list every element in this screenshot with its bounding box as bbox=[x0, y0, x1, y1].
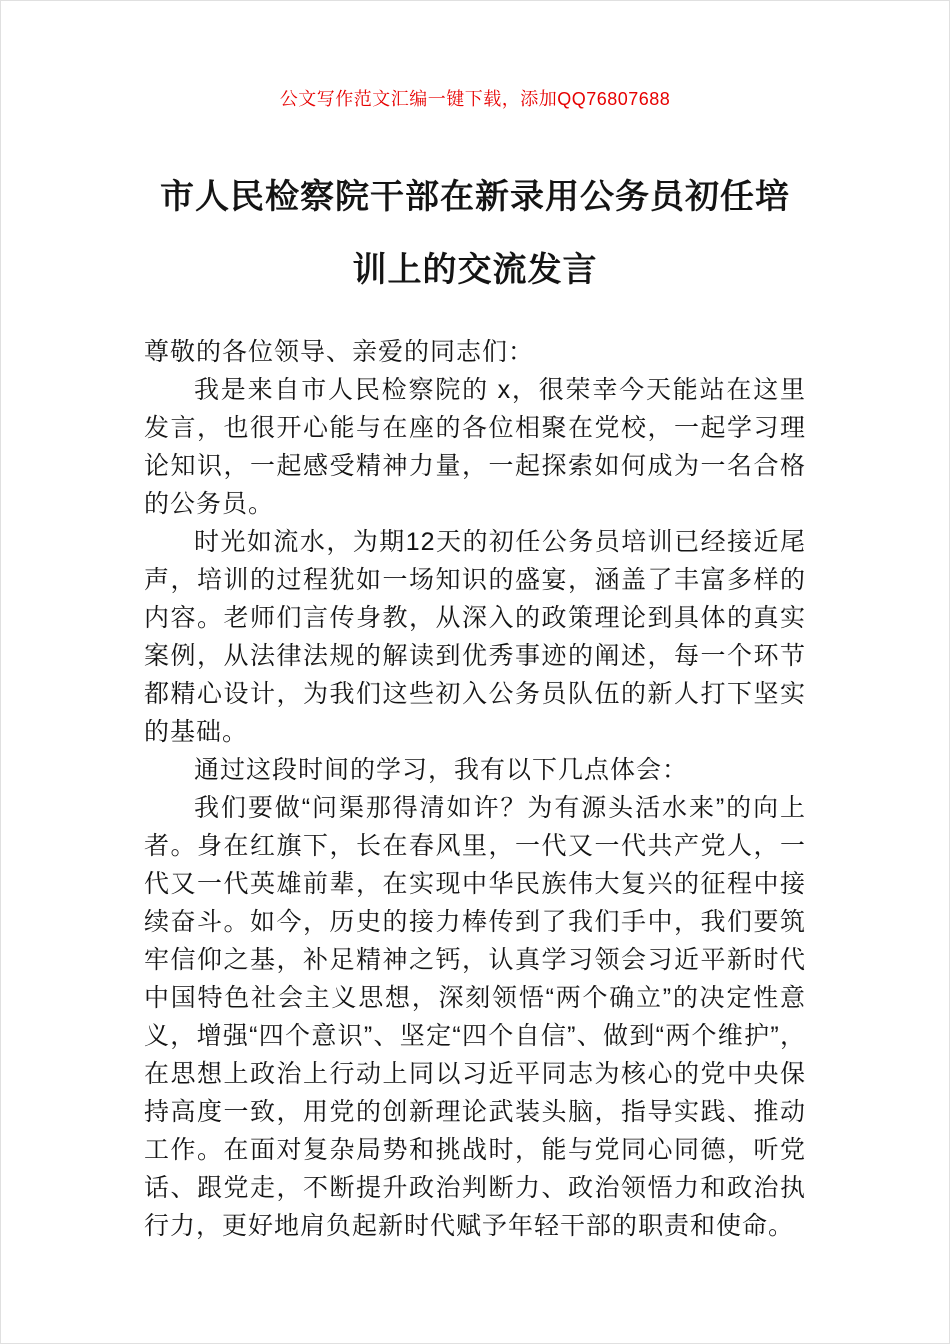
download-notice: 公文写作范文汇编一键下载，添加QQ76807688 bbox=[279, 89, 671, 109]
title-line-1: 市人民检察院干部在新录用公务员初任培 bbox=[160, 178, 790, 216]
paragraph: 尊敬的各位领导、亲爱的同志们： bbox=[144, 338, 535, 366]
paragraph: 我们要做“问渠那得清如许？为有源头活水来”的向上者。身在红旗下，长在春风里，一代又一代共产党人，一代又一代英雄前辈，在实现中华民族伟大复兴的征程中接续奋斗。如今，历史的接力棒传到了我们手中，我们要筑牢信仰之基，补足精神之钙，认真学习领会习近平新时代中国特色社会主义思想，深刻领悟“两个确立”的决定性意义，增强“四个意识”、坚定“四个自信”、做到“两个维护”，在思想上政治上行动上同以习近平同志为核心的党中央保持高度一致，用党的创新理论武装头脑，指导实践、推动工作。在面对复杂局势和挑战时，能与党同心同德，听党话、跟党走，不断提升政治判断力、政治领悟力和政治执行力，更好地肩负起新时代赋予年轻干部的职责和使命。 bbox=[144, 794, 806, 1240]
paragraph: 我是来自市人民检察院的 x，很荣幸今天能站在这里发言，也很开心能与在座的各位相聚在党校，一起学习理论知识，一起感受精神力量，一起探索如何成为一名合格的公务员。 bbox=[144, 376, 806, 518]
title-line-2: 训上的交流发言 bbox=[352, 251, 598, 289]
paragraph: 时光如流水，为期12天的初任公务员培训已经接近尾声，培训的过程犹如一场知识的盛宴，涵盖了丰富多样的内容。老师们言传身教，从深入的政策理论到具体的真实案例，从法律法规的解读到优秀事迹的阐述，每一个环节都精心设计，为我们这些初入公务员队伍的新人打下坚实的基础。 bbox=[144, 528, 806, 746]
paragraph: 通过这段时间的学习，我有以下几点体会： bbox=[194, 756, 689, 784]
document-body bbox=[144, 333, 806, 1245]
document-title bbox=[125, 161, 825, 307]
